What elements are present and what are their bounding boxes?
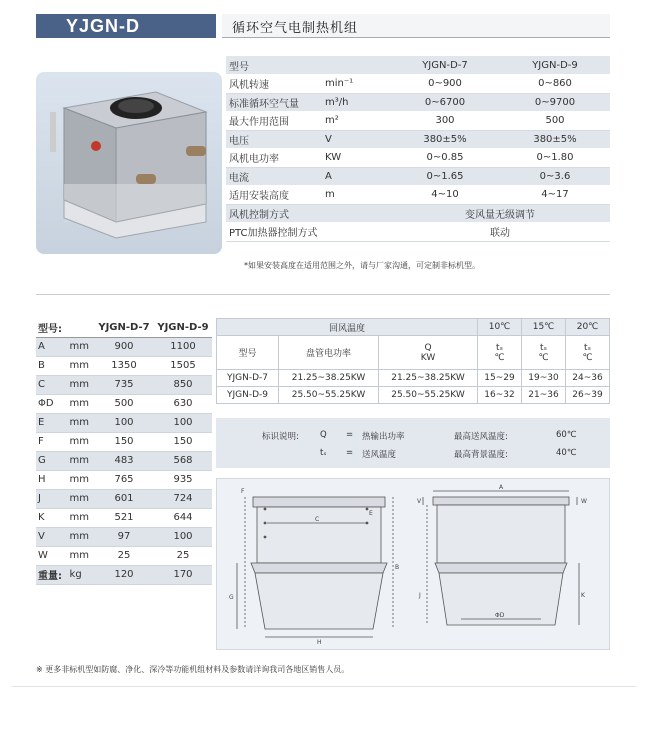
dim-d7: 483: [94, 451, 154, 470]
dim-key: B: [36, 356, 68, 375]
dim-d9: 100: [154, 527, 212, 546]
legend-eq: =: [346, 430, 354, 440]
col-t-symbol: tₛ: [584, 342, 591, 353]
dim-label-f: F: [241, 488, 245, 495]
dim-d9: 724: [154, 489, 212, 508]
dim-d9: 170: [154, 565, 212, 584]
col-q-symbol: Q: [424, 342, 432, 353]
product-photo: [36, 72, 222, 254]
footer-divider: [12, 686, 636, 687]
spec-row-d7: 380±5%: [390, 130, 500, 149]
temp-row-q: 25.50~55.25KW: [379, 387, 478, 404]
dim-d9: 935: [154, 470, 212, 489]
return-air-header: 回风温度: [217, 319, 478, 336]
dim-d9: 630: [154, 394, 212, 413]
dim-unit: mm: [68, 451, 94, 470]
col-t-unit: ℃: [538, 352, 549, 363]
footer-note: ※ 更多非标机型如防腐、净化、深冷等功能机组材料及参数请详询我司各地区销售人员。: [36, 665, 350, 674]
spec-row-unit: m: [322, 186, 390, 205]
dim-key: 重量:: [36, 565, 68, 584]
dim-d9: 1505: [154, 356, 212, 375]
spec-table: [226, 56, 610, 242]
dim-key: J: [36, 489, 68, 508]
dim-key: E: [36, 413, 68, 432]
dim-key: F: [36, 432, 68, 451]
dim-label-c: C: [315, 516, 320, 523]
spec-row-d7: 0~6700: [390, 93, 500, 112]
col-t10: [478, 336, 522, 370]
temp-15-header: 15℃: [522, 319, 566, 336]
spec-note: *如果安装高度在适用范围之外，请与厂家沟通，可定制非标机型。: [244, 261, 480, 270]
dim-header-d9: YJGN-D-9: [154, 318, 212, 337]
dim-unit: mm: [68, 356, 94, 375]
temp-row-v20: 24~36: [566, 370, 610, 387]
col-power: 盘管电功率: [279, 336, 379, 370]
dim-label-e: E: [369, 510, 373, 517]
col-t-unit: ℃: [494, 352, 505, 363]
dim-d7: 97: [94, 527, 154, 546]
spec-row-d9: 0~9700: [500, 93, 610, 112]
dim-key: C: [36, 375, 68, 394]
dim-key: ΦD: [36, 394, 68, 413]
spec-row-label: 电压: [226, 130, 322, 149]
dim-key: K: [36, 508, 68, 527]
spec-row-unit: KW: [322, 149, 390, 168]
temp-10-header: 10℃: [478, 319, 522, 336]
dim-key: W: [36, 546, 68, 565]
spec-row-d9: 380±5%: [500, 130, 610, 149]
col-q: [379, 336, 478, 370]
dim-d9: 100: [154, 413, 212, 432]
dim-d9: 568: [154, 451, 212, 470]
dim-d7: 900: [94, 337, 154, 356]
heater-unit-icon: [36, 72, 222, 254]
spec-row-d7: 0~1.65: [390, 167, 500, 186]
dim-label-g: G: [229, 594, 234, 601]
dim-label-j: J: [419, 592, 421, 599]
dim-d7: 735: [94, 375, 154, 394]
dim-key: H: [36, 470, 68, 489]
spec-header-d7: YJGN-D-7: [390, 56, 500, 75]
dim-label-k: K: [581, 592, 585, 599]
col-model: 型号: [217, 336, 279, 370]
spec-row-d9: 4~17: [500, 186, 610, 205]
dim-label-h: H: [317, 639, 322, 646]
spec-header-model: 型号: [226, 56, 322, 75]
dim-unit: mm: [68, 375, 94, 394]
page-title: 循环空气电制热机组: [232, 21, 359, 36]
spec-row-label: 电流: [226, 167, 322, 186]
dimension-drawing: [216, 478, 610, 650]
dim-key: G: [36, 451, 68, 470]
fan-control-label: 风机控制方式: [226, 204, 390, 223]
dim-d7: 765: [94, 470, 154, 489]
temp-20-header: 20℃: [566, 319, 610, 336]
dim-unit: mm: [68, 394, 94, 413]
dim-label-b: B: [395, 564, 400, 571]
fan-control-value: 变风量无级调节: [390, 204, 610, 223]
dim-d7: 120: [94, 565, 154, 584]
dim-d7: 150: [94, 432, 154, 451]
spec-row-label: 风机电功率: [226, 149, 322, 168]
spec-row-d9: 0~860: [500, 75, 610, 94]
legend-t-desc: 送风温度: [362, 450, 397, 460]
col-t-symbol: tₛ: [540, 342, 547, 353]
dim-unit: mm: [68, 432, 94, 451]
temp-row-v20: 26~39: [566, 387, 610, 404]
spec-row-d9: 0~3.6: [500, 167, 610, 186]
dim-d9: 644: [154, 508, 212, 527]
temperature-table: [216, 318, 610, 404]
dim-unit: mm: [68, 337, 94, 356]
dim-label-d: ΦD: [495, 612, 505, 619]
divider: [36, 294, 610, 295]
dim-d7: 500: [94, 394, 154, 413]
dim-unit: mm: [68, 527, 94, 546]
spec-row-label: 风机转速: [226, 75, 322, 94]
spec-row-d9: 500: [500, 112, 610, 131]
spec-row-d7: 4~10: [390, 186, 500, 205]
dim-unit: mm: [68, 546, 94, 565]
dim-d7: 25: [94, 546, 154, 565]
spec-row-d7: 0~0.85: [390, 149, 500, 168]
dim-label-w: W: [581, 498, 587, 505]
ptc-control-label: PTC加热器控制方式: [226, 223, 390, 242]
unit-outline-drawing: [217, 479, 611, 651]
temp-row-power: 21.25~38.25KW: [279, 370, 379, 387]
temp-row-power: 25.50~55.25KW: [279, 387, 379, 404]
legend-label: 标识说明:: [262, 432, 299, 442]
spec-header-d9: YJGN-D-9: [500, 56, 610, 75]
dim-unit: kg: [68, 565, 94, 584]
spec-row-unit: A: [322, 167, 390, 186]
dim-d7: 521: [94, 508, 154, 527]
dim-label-v: V: [417, 498, 422, 505]
spec-row-label: 标准循环空气量: [226, 93, 322, 112]
spec-row-unit: m³/h: [322, 93, 390, 112]
temp-row-q: 21.25~38.25KW: [379, 370, 478, 387]
temp-row-model: YJGN-D-7: [217, 370, 279, 387]
col-t-unit: ℃: [582, 352, 593, 363]
legend-max-bg-val: 40℃: [556, 448, 577, 458]
dim-d9: 850: [154, 375, 212, 394]
dim-d7: 601: [94, 489, 154, 508]
dim-key: V: [36, 527, 68, 546]
legend-t-symbol: tₛ: [320, 448, 327, 458]
temp-row-v10: 15~29: [478, 370, 522, 387]
col-q-unit: KW: [420, 352, 436, 363]
dim-header-label: 型号:: [36, 318, 94, 337]
spec-row-d7: 300: [390, 112, 500, 131]
legend-q-symbol: Q: [320, 430, 327, 440]
spec-row-unit: V: [322, 130, 390, 149]
dim-key: A: [36, 337, 68, 356]
dim-unit: mm: [68, 489, 94, 508]
spec-row-label: 适用安装高度: [226, 186, 322, 205]
legend-box: [216, 418, 610, 468]
dim-d9: 1100: [154, 337, 212, 356]
dim-unit: mm: [68, 470, 94, 489]
dimension-table: [36, 318, 212, 585]
legend-max-supply-label: 最高送风温度:: [454, 432, 508, 442]
dim-d7: 1350: [94, 356, 154, 375]
spec-row-unit: m²: [322, 112, 390, 131]
legend-max-supply-val: 60℃: [556, 430, 577, 440]
dim-unit: mm: [68, 413, 94, 432]
temp-row-v10: 16~32: [478, 387, 522, 404]
legend-q-desc: 热输出功率: [362, 432, 405, 442]
model-title: YJGN-D: [36, 14, 216, 38]
dim-unit: mm: [68, 508, 94, 527]
dim-label-a: A: [499, 484, 504, 491]
col-t15: [522, 336, 566, 370]
col-t20: [566, 336, 610, 370]
col-t-symbol: tₛ: [496, 342, 503, 353]
temp-row-model: YJGN-D-9: [217, 387, 279, 404]
spec-row-d7: 0~900: [390, 75, 500, 94]
temp-row-v15: 19~30: [522, 370, 566, 387]
dim-d9: 25: [154, 546, 212, 565]
dim-d7: 100: [94, 413, 154, 432]
spec-row-d9: 0~1.80: [500, 149, 610, 168]
spec-row-unit: min⁻¹: [322, 75, 390, 94]
dim-header-d7: YJGN-D-7: [94, 318, 154, 337]
dim-d9: 150: [154, 432, 212, 451]
spec-row-label: 最大作用范围: [226, 112, 322, 131]
ptc-control-value: 联动: [390, 223, 610, 242]
legend-eq: =: [346, 448, 354, 458]
legend-max-bg-label: 最高背景温度:: [454, 450, 508, 460]
temp-row-v15: 21~36: [522, 387, 566, 404]
